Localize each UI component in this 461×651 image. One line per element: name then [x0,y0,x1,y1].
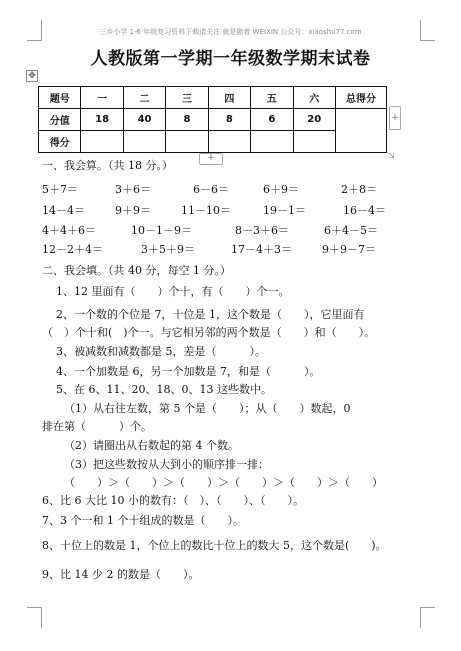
table-cell[interactable] [123,131,165,153]
question-line: （3）把这些数按从大到小的顺序排一排： [64,458,269,471]
score-table [38,86,387,153]
table-cell[interactable]: 六 [293,87,335,109]
math-item: 9＋9＝ [115,204,151,217]
question-line: 2、一个数的个位是 7，十位是 1，这个数是（ ），它里面有 [56,308,365,321]
table-cell[interactable]: 五 [251,87,293,109]
section-heading: 一、我会算。（共 18 分。） [42,159,173,172]
table-row [39,109,387,131]
add-row-icon[interactable]: + [199,153,223,165]
math-item: 14－4＝ [42,204,85,217]
table-cell[interactable]: 二 [123,87,165,109]
math-item: 9＋9－7＝ [322,243,376,256]
question-line: （1）从右往左数，第 5 个是（ ）；从（ ）数起，0 [64,402,351,415]
math-item: 5＋7＝ [42,183,78,196]
table-cell[interactable] [166,131,208,153]
math-item: 4＋4＋6＝ [42,224,96,237]
math-item: 16－4＝ [343,204,386,217]
table-cell[interactable]: 四 [208,87,250,109]
question-line: （2）请圈出从右数起的第 4 个数。 [64,439,239,452]
table-cell[interactable]: 18 [81,109,123,131]
question-line: 5、在 6、11、20、18、0、13 这些数中。 [56,383,272,396]
table-cell[interactable]: 20 [293,109,335,131]
table-cell[interactable]: 8 [208,109,250,131]
table-cell[interactable]: 题号 [39,87,81,109]
question-line: 6、比 6 大比 10 小的数有：（ ）、（ ）、（ ）。 [42,494,304,507]
math-row [42,222,378,238]
math-item: 3＋5＋9＝ [141,243,195,256]
table-cell[interactable]: 总得分 [336,87,387,109]
question-line: 4、一个加数是 6，另一个加数是 7，和是（ ）。 [56,365,321,378]
math-row [42,241,376,257]
table-resize-icon[interactable]: ⇲ [388,151,395,160]
table-row [39,87,387,109]
math-item: 6＋9＝ [263,183,299,196]
math-item: 19－1＝ [263,204,306,217]
table-move-handle-icon[interactable]: ✥ [26,70,38,82]
question-line: 8、十位上的数是 1，个位上的数比十位上的数大 5，这个数是( )。 [42,539,387,552]
add-column-icon[interactable]: + [389,106,401,130]
math-row [42,181,377,197]
math-item: 3＋6＝ [115,183,151,196]
table-cell[interactable] [293,131,335,153]
math-item: 6－6＝ [193,183,229,196]
math-row [42,202,386,218]
math-item: 17－4＋3＝ [231,243,292,256]
table-cell[interactable]: 一 [81,87,123,109]
question-line: 排在第（ ）个。 [42,420,152,433]
table-cell[interactable]: 三 [166,87,208,109]
table-cell[interactable]: 6 [251,109,293,131]
crop-mark-bottom-right [420,607,435,628]
table-cell[interactable]: 得分 [39,131,81,153]
table-cell[interactable] [81,131,123,153]
section-heading: 二、我会填。（共 40 分，每空 1 分。） [42,264,231,277]
table-cell[interactable]: 40 [123,109,165,131]
math-item: 2＋8＝ [341,183,377,196]
header-note: 三乡小学 1-6 年级复习资料下载请关注 就是随着 WEIXIN 公众号：xiaoshu77.com [99,28,362,36]
table-cell[interactable] [208,131,250,153]
table-cell-total-score[interactable] [336,109,387,153]
page-title: 人教版第一学期一年级数学期末试卷 [90,49,371,69]
question-line: 9、比 14 少 2 的数是（ ）。 [42,568,200,581]
math-item: 11－10＝ [181,204,231,217]
math-item: 6＋4－5＝ [324,224,378,237]
question-line: 3、被减数和减数都是 5，差是（ ）。 [56,345,266,358]
math-item: 8－3＋6＝ [235,224,289,237]
question-line: （ ）＞（ ）＞（ ）＞（ ）＞（ ）＞（ ） [64,476,383,489]
table-cell[interactable] [251,131,293,153]
table-cell[interactable]: 分值 [39,109,81,131]
question-line: 1、12 里面有（ ）个十，有（ ）个一。 [56,285,290,298]
question-line: （ ）个十和( )个一。与它相另邻的两个数是（ ）和（ ）。 [42,326,376,339]
crop-mark-bottom-left [27,607,42,628]
math-item: 12－2＋4＝ [42,243,103,256]
table-row [39,131,387,153]
question-line: 7、3 个一和 1 个十组成的数是（ ）。 [42,514,244,527]
table-cell[interactable]: 8 [166,109,208,131]
math-item: 10－1－9＝ [131,224,192,237]
